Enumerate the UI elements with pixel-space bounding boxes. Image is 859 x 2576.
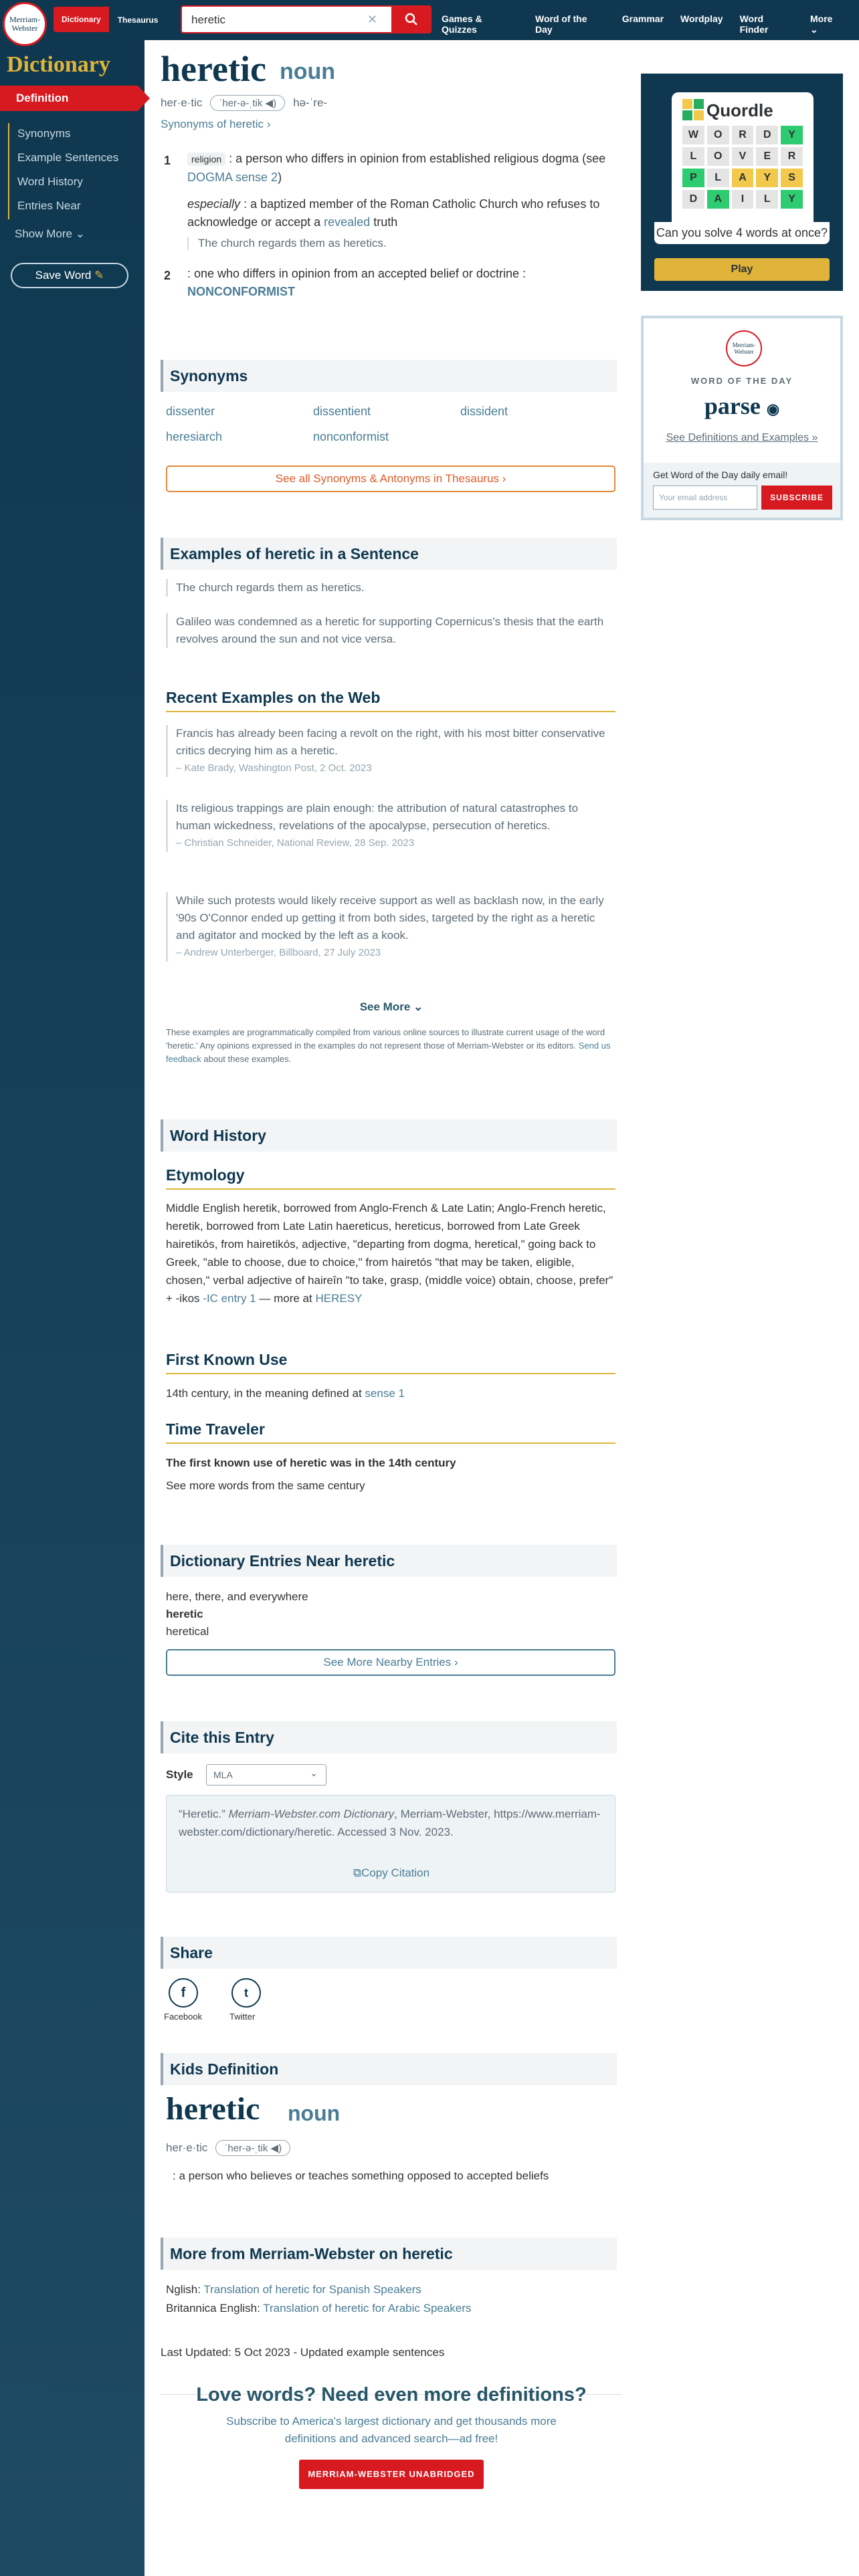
speaker-icon: ◀) bbox=[265, 98, 277, 109]
sense-1-definition: : a person who differs in opinion from established religious dogma (see bbox=[229, 152, 606, 165]
etymology-tail: — more at bbox=[259, 1292, 312, 1305]
pronunciation-row bbox=[161, 95, 327, 111]
search-input[interactable]: heretic bbox=[191, 13, 226, 26]
quordle-tile: W bbox=[682, 126, 704, 144]
sense-1-tail: ) bbox=[278, 171, 282, 184]
wotd-email-title: Get Word of the Day daily email! bbox=[653, 469, 788, 480]
same-century-link[interactable]: See more words from the same century bbox=[166, 1479, 365, 1492]
britannica-label: Britannica English: bbox=[166, 2302, 260, 2315]
examples-heading: Examples of heretic in a Sentence bbox=[161, 538, 617, 570]
nav-games[interactable]: Games & Quizzes bbox=[442, 13, 482, 35]
quordle-play-button[interactable]: Play bbox=[654, 258, 830, 281]
quordle-title: Quordle bbox=[706, 100, 773, 120]
recent-example-cite: – Andrew Unterberger, Billboard, 27 July 2023 bbox=[176, 947, 381, 958]
cite-style-select[interactable] bbox=[206, 1764, 326, 1786]
pronunciation-button[interactable] bbox=[210, 95, 285, 111]
twitter-label: Twitter bbox=[229, 2012, 256, 2022]
tab-thesaurus[interactable]: Thesaurus bbox=[109, 7, 167, 32]
share-heading: Share bbox=[161, 1937, 617, 1969]
quordle-question: Can you solve 4 words at once? bbox=[654, 222, 830, 244]
synonyms-heading: Synonyms bbox=[161, 360, 617, 392]
etymology-text bbox=[166, 1199, 615, 1307]
examples-disclaimer bbox=[166, 1026, 615, 1066]
cite-style-value: MLA bbox=[213, 1769, 233, 1780]
see-more-nearby-label: See More Nearby Entries bbox=[323, 1656, 452, 1669]
synonym-link[interactable]: heresiarch bbox=[166, 430, 223, 443]
sidebar-item-entries-near[interactable]: Entries Near bbox=[17, 199, 81, 212]
nav-grammar[interactable]: Grammar bbox=[622, 13, 664, 24]
nav-wordplay[interactable]: Wordplay bbox=[680, 13, 723, 24]
wotd-see-link[interactable]: See Definitions and Examples » bbox=[666, 432, 818, 443]
quordle-tile: R bbox=[781, 147, 803, 166]
nav-word-of-the-day[interactable]: Word of the Day bbox=[535, 13, 587, 35]
citation-source: Merriam-Webster.com Dictionary bbox=[228, 1808, 395, 1820]
nearby-entries-heading: Dictionary Entries Near heretic bbox=[161, 1545, 617, 1577]
synonym-link[interactable]: dissenter bbox=[166, 405, 215, 418]
see-more-examples-label: See More bbox=[359, 1000, 411, 1013]
chevron-down-icon: ⌄ bbox=[75, 227, 85, 240]
sense-1-link[interactable]: sense 1 bbox=[365, 1387, 405, 1400]
top-bar bbox=[0, 0, 859, 40]
sidebar-item-synonyms[interactable]: Synonyms bbox=[17, 127, 71, 140]
quordle-tile: O bbox=[707, 126, 729, 144]
kids-definition: : a person who believes or teaches something opposed to accepted beliefs bbox=[173, 2169, 549, 2182]
citation-pre: “Heretic.” bbox=[179, 1808, 225, 1820]
quordle-tile: E bbox=[756, 147, 778, 166]
cite-style-label: Style bbox=[166, 1768, 193, 1781]
quordle-tile: I bbox=[732, 190, 754, 209]
send-feedback-link[interactable]: Send us feedback bbox=[166, 1041, 611, 1064]
see-more-nearby-button[interactable]: See More Nearby Entries › bbox=[166, 1649, 615, 1676]
sidebar-item-definition[interactable]: Definition bbox=[0, 86, 138, 111]
sense-1-number: 1 bbox=[164, 154, 171, 167]
quordle-tile: D bbox=[682, 190, 704, 209]
mw-logo[interactable] bbox=[3, 2, 47, 46]
sense-2-definition: : one who differs in opinion from an accepted belief or doctrine : bbox=[187, 267, 526, 280]
facebook-icon[interactable]: f bbox=[169, 1978, 198, 2008]
sense-1b-truth: truth bbox=[373, 215, 398, 229]
quordle-tile: A bbox=[732, 169, 754, 187]
kids-heading: Kids Definition bbox=[161, 2053, 617, 2085]
nglish-label: Nglish: bbox=[166, 2283, 201, 2296]
nav-more-label: More bbox=[809, 13, 833, 24]
see-all-synonyms-button[interactable]: See all Synonyms & Antonyms in Thesaurus › bbox=[166, 465, 615, 492]
search-icon bbox=[405, 13, 418, 26]
especially-label: especially bbox=[187, 197, 241, 211]
more-from-heading: More from Merriam-Webster on heretic bbox=[161, 2238, 617, 2270]
top-nav bbox=[442, 13, 859, 35]
quordle-promo[interactable] bbox=[641, 74, 843, 291]
sidebar-show-more[interactable] bbox=[15, 227, 85, 241]
kids-pronunciation-row bbox=[166, 2140, 290, 2156]
disclaimer-tail: about these examples. bbox=[203, 1054, 292, 1064]
part-of-speech: noun bbox=[280, 59, 336, 84]
alt-pronunciation: hə-ˈre- bbox=[293, 96, 328, 109]
pronunciation-text: ˈher-ə-ˌtik bbox=[219, 98, 263, 109]
kids-pronunciation-button[interactable] bbox=[215, 2140, 290, 2156]
kids-syllables: her·​e·​tic bbox=[166, 2141, 208, 2154]
sense-1b-definition: : a baptized member of the Roman Catholic Church who refuses to acknowledge or accept a bbox=[187, 197, 600, 229]
wotd-word[interactable] bbox=[644, 392, 840, 420]
quordle-tile: S bbox=[781, 169, 803, 187]
quordle-card bbox=[672, 92, 814, 233]
quordle-grid bbox=[682, 126, 803, 209]
quordle-tile: D bbox=[756, 126, 778, 144]
sidebar-item-example-sentences[interactable]: Example Sentences bbox=[17, 151, 119, 164]
wotd-word-text: parse bbox=[704, 393, 761, 419]
save-word-label: Save Word bbox=[35, 269, 92, 282]
disclaimer-text: These examples are programmatically compiled from various online sources to illustrate current usage of the word 'heretic.' Any opinions expressed in the examples do not represent those of Merriam-Webster or its editors. bbox=[166, 1027, 605, 1051]
bookmark-icon: ✎ bbox=[94, 269, 104, 282]
sense-1-example: The church regards them as heretics. bbox=[187, 237, 387, 250]
recent-example-text: While such protests would likely receive support as well as backlash now, in the early '90s O'Connor ended up getting it from both sides, targeted by the right as a heretic and agitator and mocked by the left as a kook. bbox=[176, 894, 604, 942]
sidebar bbox=[0, 40, 145, 2576]
chevron-down-icon: ⌄ bbox=[310, 1767, 318, 1778]
word-of-the-day-widget bbox=[641, 316, 843, 520]
show-more-label: Show More bbox=[15, 227, 72, 240]
nearby-entry-link[interactable]: here, there, and everywhere bbox=[166, 1590, 308, 1603]
ic-entry-link[interactable]: -IC entry 1 bbox=[203, 1292, 256, 1305]
last-updated: Last Updated: 5 Oct 2023 - Updated example sentences bbox=[161, 2346, 445, 2359]
first-known-use-text bbox=[166, 1384, 405, 1402]
quordle-tile: Y bbox=[781, 190, 803, 209]
recent-example-cite: – Kate Brady, Washington Post, 2 Oct. 2023 bbox=[176, 762, 372, 774]
unabridged-button[interactable]: MERRIAM-WEBSTER UNABRIDGED bbox=[299, 2460, 484, 2489]
unabridged-cta bbox=[161, 2384, 622, 2489]
heresy-link[interactable]: HERESY bbox=[315, 1292, 363, 1305]
speaker-icon: ◀) bbox=[270, 2143, 282, 2154]
wotd-subscribe-button[interactable]: SUBSCRIBE bbox=[761, 486, 832, 510]
sense-1b bbox=[187, 195, 615, 231]
quordle-tile: R bbox=[732, 126, 754, 144]
cta-text: Subscribe to America's largest dictionary and get thousands more definitions and advanced search—ad free! bbox=[226, 2415, 557, 2445]
syllables: her·​e·​tic bbox=[161, 96, 203, 109]
recent-example bbox=[166, 800, 615, 852]
recent-example-cite: – Christian Schneider, National Review, 28 Sep. 2023 bbox=[176, 837, 415, 849]
nav-word-finder[interactable]: Word Finder bbox=[739, 13, 769, 35]
quordle-tile: Y bbox=[756, 169, 778, 187]
copy-citation-label: Copy Citation bbox=[361, 1866, 430, 1879]
chevron-down-icon: ⌄ bbox=[809, 24, 818, 35]
example-sentence: Galileo was condemned as a heretic for supporting Copernicus's thesis that the earth revolves around the sun and not vice versa. bbox=[166, 613, 615, 648]
mw-seal-icon: Merriam-Webster bbox=[726, 330, 762, 366]
logo-line1: Merriam- bbox=[9, 15, 40, 24]
quordle-tile: V bbox=[732, 147, 754, 166]
citation-mid: , Merriam-Webster, https://www.merriam-webster.com/dictionary/heretic. Accessed 3 Nov. 2023. bbox=[179, 1808, 601, 1838]
quordle-tile: P bbox=[682, 169, 704, 187]
time-traveler-heading: Time Traveler bbox=[166, 1420, 615, 1444]
cite-heading: Cite this Entry bbox=[161, 1721, 617, 1753]
search-box bbox=[181, 5, 432, 33]
sense-1-label: religion bbox=[187, 152, 225, 166]
quordle-logo-icon bbox=[682, 99, 704, 120]
synonym-link[interactable]: dissentient bbox=[313, 405, 371, 418]
nearby-entry-current: heretic bbox=[166, 1608, 203, 1620]
time-traveler-text: The first known use of heretic was in the 14th century bbox=[166, 1457, 456, 1469]
citation-box bbox=[166, 1795, 615, 1893]
britannica-row bbox=[166, 2299, 471, 2317]
first-known-use-heading: First Known Use bbox=[166, 1351, 615, 1374]
quordle-tile: A bbox=[707, 190, 729, 209]
clear-search-icon[interactable]: ✕ bbox=[367, 13, 378, 26]
save-word-button[interactable] bbox=[11, 263, 128, 288]
wotd-email-band bbox=[644, 463, 840, 518]
headword: heretic bbox=[161, 49, 266, 89]
dogma-link[interactable]: DOGMA sense 2 bbox=[187, 171, 278, 184]
nglish-link[interactable]: Translation of heretic for Spanish Speakers bbox=[203, 2283, 421, 2296]
nearby-entry-link[interactable]: heretical bbox=[166, 1625, 209, 1638]
wotd-email-input[interactable]: Your email address bbox=[653, 486, 757, 510]
search-button[interactable] bbox=[391, 5, 432, 33]
quordle-tile: L bbox=[682, 147, 704, 166]
copy-icon: ⧉ bbox=[353, 1866, 362, 1879]
see-more-examples-button[interactable] bbox=[161, 1000, 622, 1014]
word-history-heading: Word History bbox=[161, 1119, 617, 1152]
wotd-label: WORD OF THE DAY bbox=[690, 376, 793, 386]
see-all-synonyms-label: See all Synonyms & Antonyms in Thesaurus bbox=[275, 472, 499, 485]
kids-pronunciation-text: ˈher-ə-ˌtik bbox=[224, 2143, 268, 2154]
citation-text bbox=[179, 1805, 604, 1841]
chevron-down-icon: ⌄ bbox=[413, 1000, 423, 1013]
sense-2-number: 2 bbox=[164, 269, 171, 282]
speaker-icon[interactable]: ◉ bbox=[766, 401, 780, 417]
etymology-body: Middle English heretik, borrowed from Anglo-French & Late Latin; Anglo-French heretic, heretik, borrowed from Late Latin haereticus, hereticus, borrowed from Late Greek hairetikós, from hairetikós, adjective, "departing from dogma, heretical," going back to Greek, "able to choose, due to choice," from hairetós "that may be taken, eligible, chosen," verbal adjective of haireîn "to take, grasp, (middle voice) obtain, choose, prefer" + -ikos bbox=[166, 1202, 613, 1305]
recent-example bbox=[166, 725, 615, 777]
copy-citation-button[interactable] bbox=[167, 1866, 616, 1880]
recent-example-text: Francis has already been facing a revolt on the right, with his most bitter conservative critics decrying him as a heretic. bbox=[176, 727, 605, 757]
recent-example-text: Its religious trappings are plain enough: the attribution of natural catastrophes to human wickedness, revelations of the apocalypse, persecution of heretics. bbox=[176, 802, 579, 832]
example-sentence: The church regards them as heretics. bbox=[166, 579, 615, 597]
nonconformist-link[interactable]: NONCONFORMIST bbox=[187, 285, 295, 298]
recent-example bbox=[166, 892, 615, 962]
logo-line2: Webster bbox=[11, 23, 38, 33]
sidebar-title: Dictionary bbox=[7, 52, 110, 77]
sidebar-list bbox=[8, 123, 118, 219]
revealed-link[interactable]: revealed bbox=[324, 215, 371, 229]
cta-title: Love words? Need even more definitions? bbox=[196, 2384, 587, 2405]
sidebar-item-word-history[interactable]: Word History bbox=[17, 175, 83, 188]
etymology-heading: Etymology bbox=[166, 1166, 615, 1190]
synonyms-of-label: Synonyms of heretic bbox=[161, 118, 264, 130]
facebook-label: Facebook bbox=[164, 2012, 203, 2022]
synonyms-of-link[interactable]: Synonyms of heretic › bbox=[161, 118, 271, 130]
nav-more[interactable] bbox=[810, 13, 842, 35]
tab-dictionary[interactable]: Dictionary bbox=[54, 7, 109, 32]
sense-2 bbox=[187, 265, 615, 301]
synonym-link[interactable]: dissident bbox=[460, 405, 508, 418]
quordle-tile: O bbox=[707, 147, 729, 166]
synonym-link[interactable]: nonconformist bbox=[313, 430, 389, 443]
first-known-use-body: 14th century, in the meaning defined at bbox=[166, 1387, 362, 1400]
twitter-icon[interactable]: t bbox=[231, 1978, 261, 2008]
kids-pos: noun bbox=[288, 2101, 341, 2125]
quordle-tile: L bbox=[756, 190, 778, 209]
nglish-row bbox=[166, 2280, 421, 2298]
sense-1 bbox=[187, 150, 615, 187]
britannica-link[interactable]: Translation of heretic for Arabic Speakers bbox=[263, 2302, 472, 2315]
kids-headword: heretic bbox=[166, 2091, 260, 2127]
recent-examples-heading: Recent Examples on the Web bbox=[166, 689, 615, 712]
dictionary-thesaurus-toggle bbox=[54, 7, 167, 32]
quordle-tile: L bbox=[707, 169, 729, 187]
quordle-tile: Y bbox=[781, 126, 803, 144]
